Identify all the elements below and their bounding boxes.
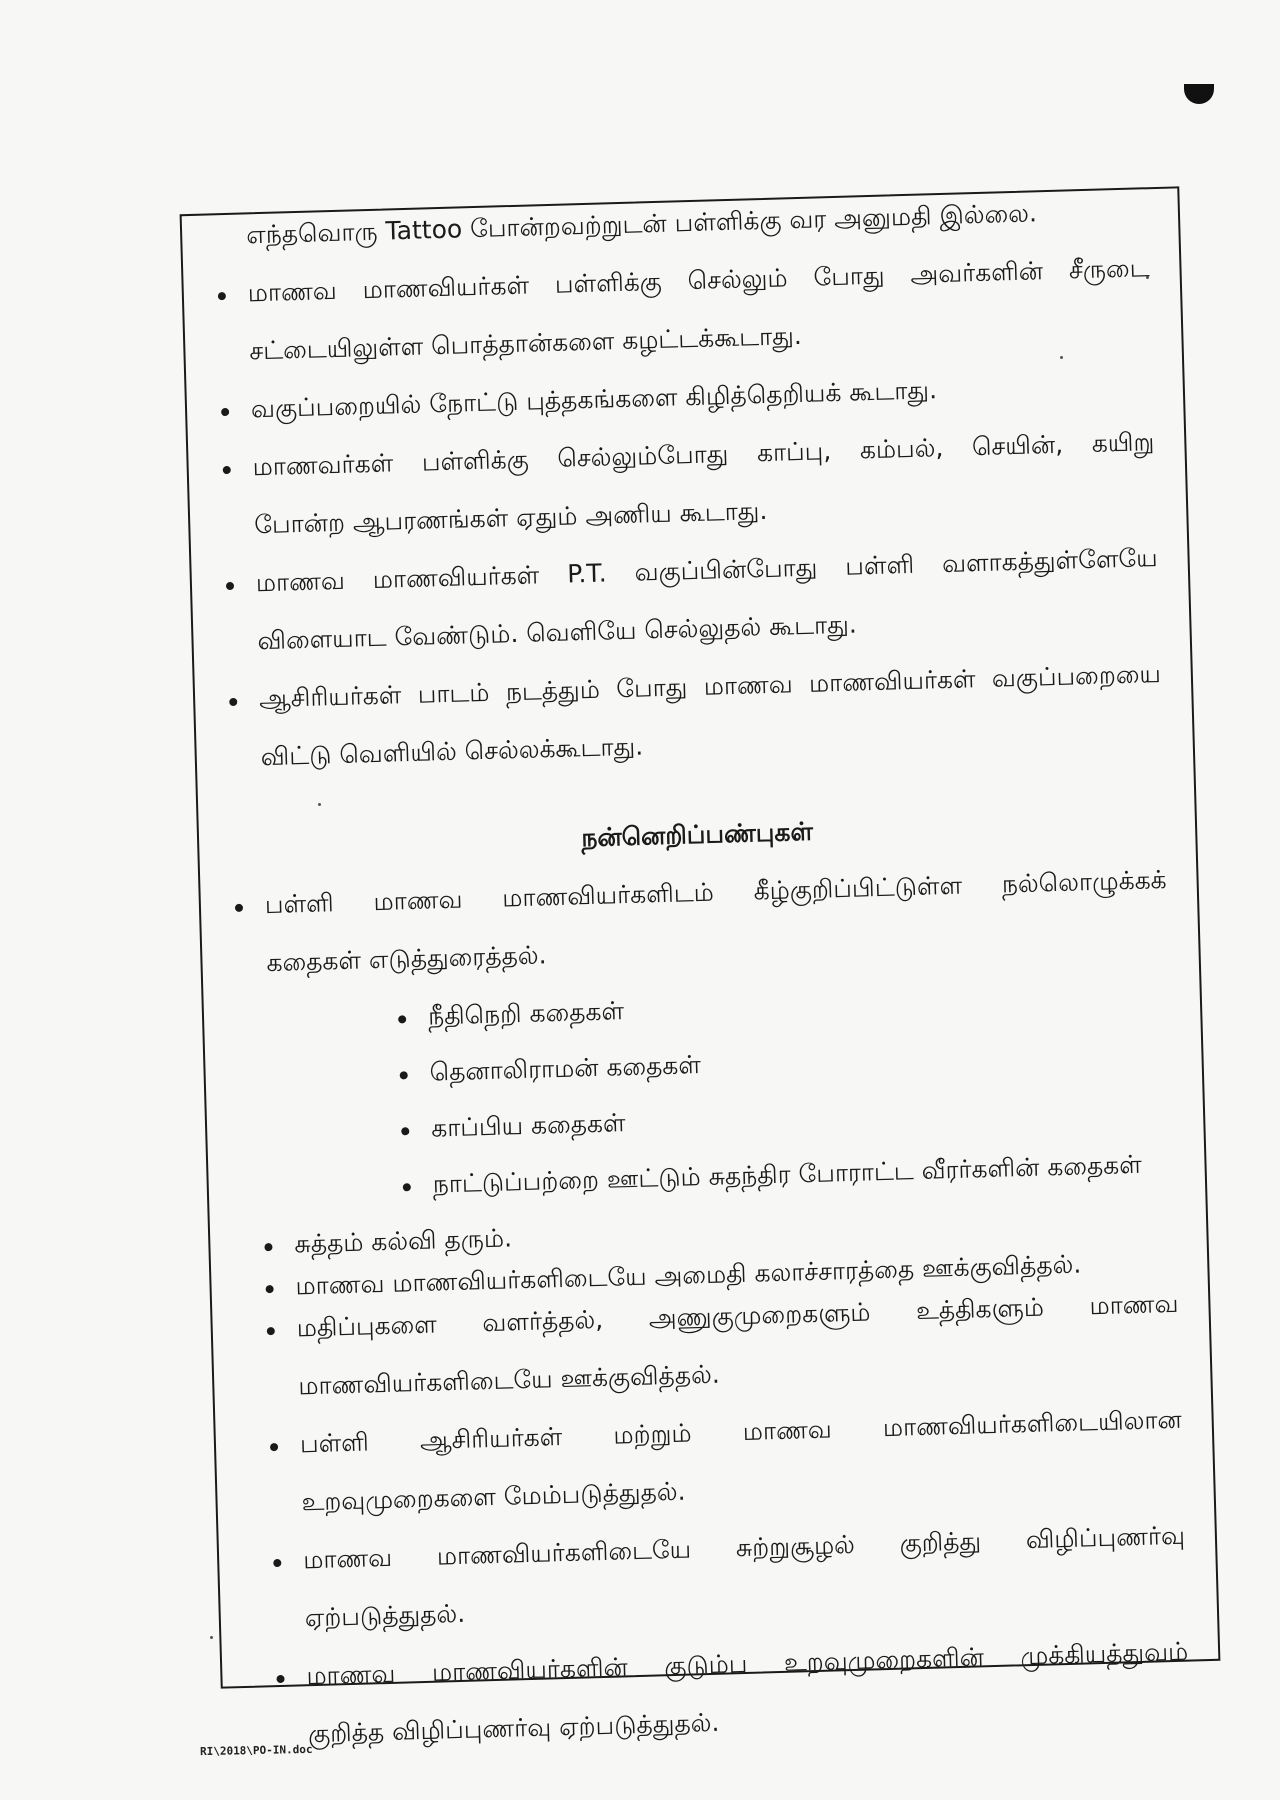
rule-line: போன்ற ஆபரணங்கள் ஏதும் அணிய கூடாது. bbox=[253, 495, 768, 540]
story-item: தெனாலிராமன் கதைகள் bbox=[395, 1037, 1172, 1089]
document-frame bbox=[180, 186, 1221, 1749]
ethics-point bbox=[262, 1289, 1180, 1403]
ethics-point bbox=[272, 1637, 1190, 1751]
ethics-line: மாணவியர்களிடையே ஊக்குவித்தல். bbox=[297, 1359, 721, 1401]
ethics-point bbox=[269, 1521, 1187, 1635]
ethics-line: மாணவ மாணவியர்களிடையே சுற்றுசூழல் குறித்து விழிப்புணர்வு bbox=[302, 1520, 1186, 1575]
story-item: நீதிநெறி கதைகள் bbox=[394, 981, 1171, 1033]
rule-line: மாணவர்கள் பள்ளிக்கு செல்லும்போது காப்பு, கம்பல், செயின், கயிறு bbox=[252, 427, 1155, 482]
ethics-intro-line: பள்ளி மாணவ மாணவியர்களிடம் கீழ்குறிப்பிட்டுள்ள நல்லொழுக்கக் bbox=[264, 864, 1167, 920]
ethics-line: மாணவ மாணவியர்களின் குடும்ப உறவுமுறைகளின் முக்கியத்துவம் bbox=[306, 1636, 1189, 1691]
story-item: காப்பிய கதைகள் bbox=[397, 1093, 1174, 1145]
rule-line: ஆசிரியர்கள் பாடம் நடத்தும் போது மாணவ மாணவியர்கள் வகுப்பறையை bbox=[258, 659, 1162, 714]
rule-item bbox=[222, 543, 1160, 657]
rule-line: மாணவ மாணவியர்கள் P.T. வகுப்பின்போது பள்ளி வளாகத்துள்ளேயே bbox=[255, 543, 1158, 598]
ethics-line: மாணவ மாணவியர்களிடையே அமைதி கலாச்சாரத்தை ஊக்குவித்தல். bbox=[295, 1249, 1082, 1301]
rule-item bbox=[218, 427, 1156, 541]
rule-item bbox=[225, 659, 1163, 773]
rule-line: வகுப்பறையில் நோட்டு புத்தகங்களை கிழித்தெறியக் கூடாது. bbox=[250, 375, 938, 424]
ethics-intro-line: கதைகள் எடுத்துரைத்தல். bbox=[266, 940, 547, 978]
ethics-line: பள்ளி ஆசிரியர்கள் மற்றும் மாணவ மாணவியர்களிடையிலான bbox=[299, 1404, 1183, 1459]
stories-list bbox=[234, 981, 1175, 1205]
rule-line: விட்டு வெளியில் செல்லக்கூடாது. bbox=[260, 731, 644, 772]
rule-item bbox=[217, 369, 1153, 425]
rule-line: மாணவ மாணவியர்கள் பள்ளிக்கு செல்லும் போது அவர்களின் சீருடை bbox=[247, 253, 1150, 308]
ethics-points-list bbox=[240, 1205, 1190, 1751]
ethics-line: சுத்தம் கல்வி தரும். bbox=[293, 1223, 513, 1259]
page-corner-mark bbox=[1184, 84, 1214, 104]
story-item: நாட்டுப்பற்றை ஊட்டும் சுதந்திர போராட்ட வீரர்களின் கதைகள் bbox=[398, 1149, 1175, 1201]
ethics-line: குறித்த விழிப்புணர்வு ஏற்படுத்துதல். bbox=[307, 1707, 720, 1749]
scan-speck bbox=[210, 1636, 213, 1639]
ethics-intro-item bbox=[231, 865, 1169, 979]
rule-line: விளையாட வேண்டும். வெளியே செல்லுதல் கூடாது. bbox=[257, 609, 858, 656]
rule-line: சட்டையிலுள்ள பொத்தான்களை கழட்டக்கூடாது. bbox=[249, 320, 803, 366]
ethics-line: ஏற்படுத்துதல். bbox=[304, 1598, 466, 1633]
tattoo-rule: எந்தவொரு Tattoo போன்றவற்றுடன் பள்ளிக்கு வர அனுமதி இல்லை. bbox=[245, 198, 1038, 250]
rule-item bbox=[213, 253, 1151, 367]
ethics-point bbox=[266, 1405, 1184, 1519]
ethics-line: உறவுமுறைகளை மேம்படுத்துதல். bbox=[301, 1476, 686, 1517]
rules-list bbox=[213, 253, 1162, 773]
ethics-line: மதிப்புகளை வளர்த்தல், அணுகுமுறைகளும் உத்திகளும் மாணவ bbox=[296, 1288, 1179, 1343]
section-heading: நன்னெறிப்பண்புகள் bbox=[580, 816, 814, 853]
file-reference: RI\2018\PO-IN.doc bbox=[199, 1742, 313, 1759]
